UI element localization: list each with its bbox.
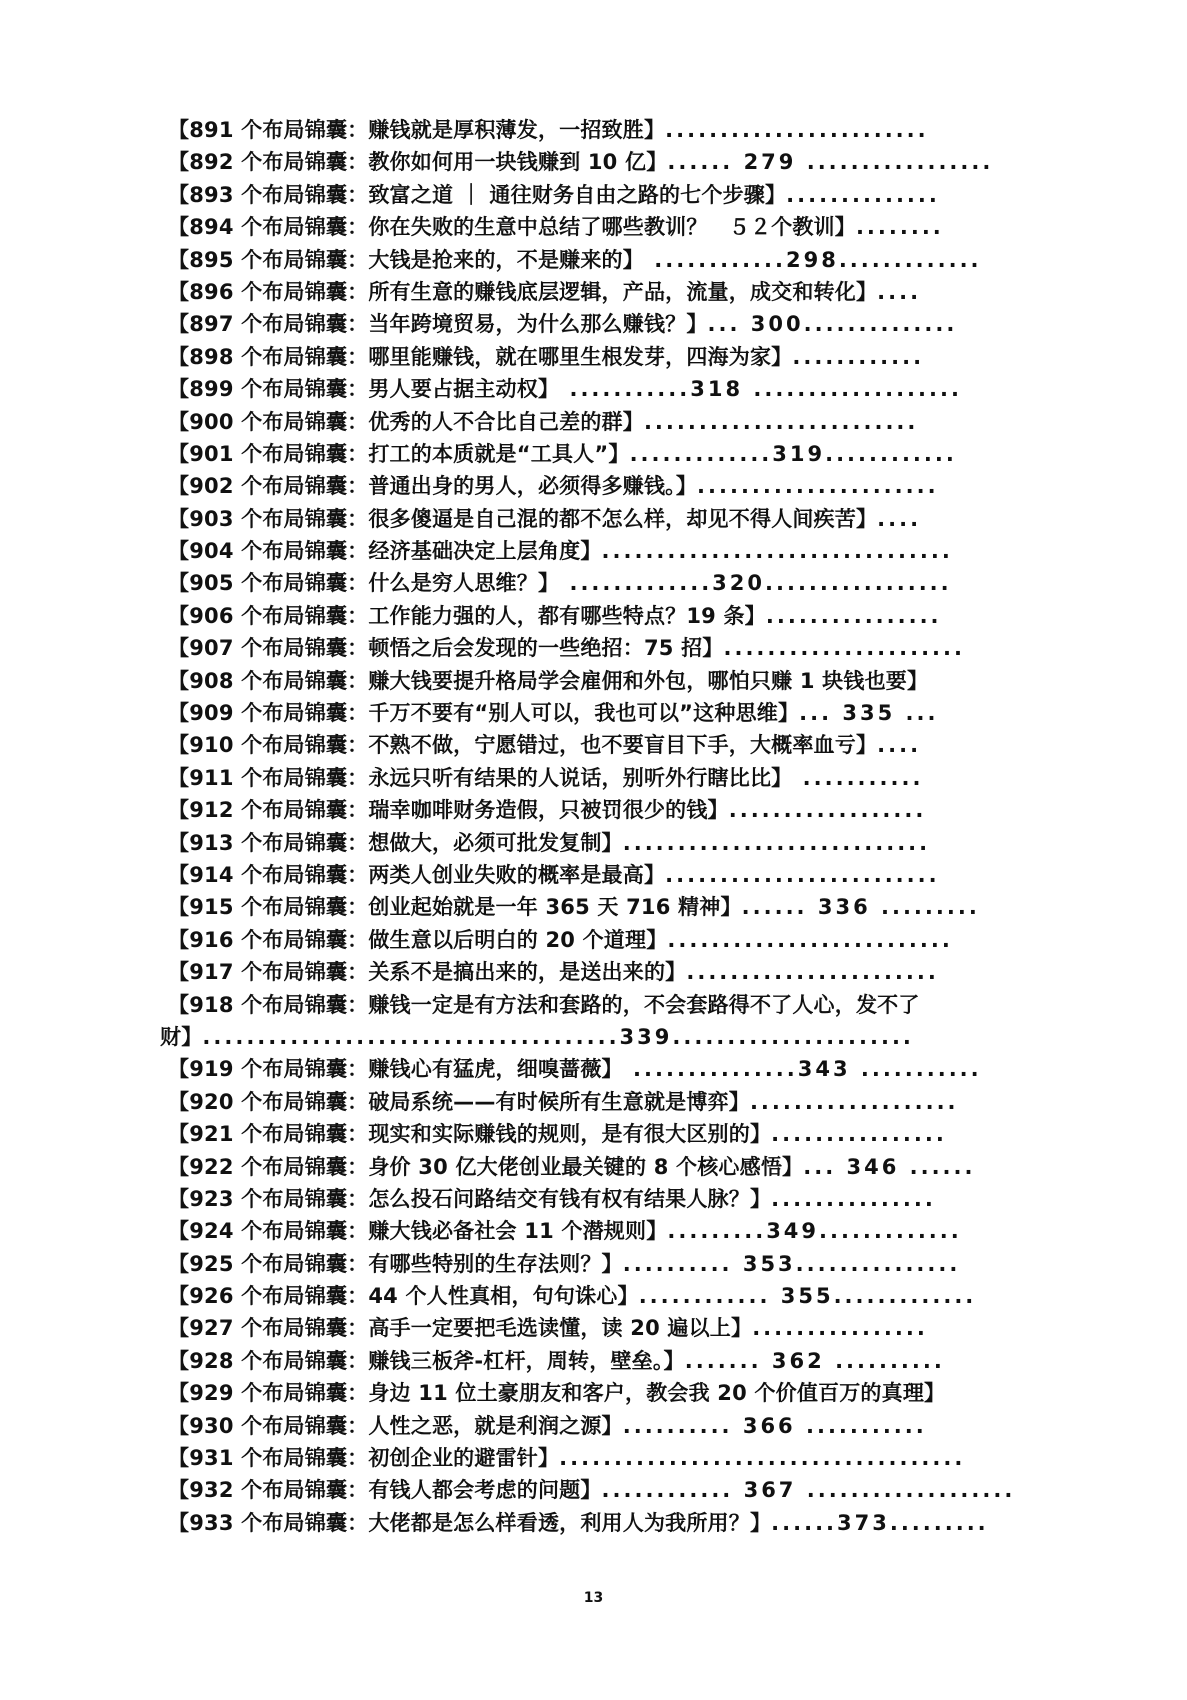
toc-entry — [168, 341, 1030, 373]
toc-entry-leader: ....................... — [686, 960, 939, 985]
toc-entry-title: 【910 个布局锦囊：不熟不做，宁愿错过，也不要盲目下手，大概率血亏】 — [168, 733, 878, 758]
toc-entry-title: 【913 个布局锦囊：想做大，必须可批发复制】 — [168, 830, 623, 855]
toc-entry-title: 【900 个布局锦囊：优秀的人不合比自己差的群】 — [168, 409, 644, 434]
toc-entry — [168, 179, 1030, 211]
toc-entry-leader: ...........318 ................... — [559, 377, 962, 402]
toc-entry — [168, 665, 1030, 697]
toc-entry-title: 【930 个布局锦囊：人性之恶，就是利润之源】 — [168, 1413, 623, 1438]
toc-entry-leader: ......................... — [643, 409, 919, 434]
toc-entry-leader: ......................... — [665, 862, 940, 887]
toc-entry-title: 【908 个布局锦囊：赚大钱要提升格局学会雇佣和外包，哪怕只赚 1 块钱也要】 — [168, 668, 929, 693]
toc-entry-title: 【927 个布局锦囊：高手一定要把毛选读懂，读 20 遍以上】 — [168, 1316, 753, 1341]
toc-entry-leader: ................ — [771, 1122, 947, 1147]
toc-entry-title: 【904 个布局锦囊：经济基础决定上层角度】 — [168, 539, 602, 564]
toc-entry-leader: ................................ — [601, 539, 953, 564]
toc-entry-title: 【921 个布局锦囊：现实和实际赚钱的规则，是有很大区别的】 — [168, 1122, 772, 1147]
toc-entry — [168, 438, 1030, 470]
toc-entry-leader: .............319............ — [629, 441, 957, 466]
toc-entry — [168, 211, 1030, 243]
toc-entry — [168, 989, 1030, 1021]
toc-entry-leader: ............298............. — [643, 247, 982, 272]
toc-entry — [168, 470, 1030, 502]
toc-entry-title: 【915 个布局锦囊：创业起始就是一年 365 天 716 精神】 — [168, 895, 742, 920]
toc-entry-title: 【892 个布局锦囊：教你如何用一块钱赚到 10 亿】 — [168, 150, 668, 175]
toc-entry — [168, 1410, 1030, 1442]
toc-entry — [168, 859, 1030, 891]
toc-entry — [168, 1118, 1030, 1150]
toc-entry-title: 【923 个布局锦囊：怎么投石问路结交有钱有权有结果人脉？】 — [168, 1186, 772, 1211]
toc-entry-leader: ...................... — [723, 636, 965, 661]
toc-entry — [168, 1507, 1030, 1539]
toc-entry — [168, 1377, 1030, 1409]
toc-entry-title: 【920 个布局锦囊：破局系统——有时候所有生意就是博弈】 — [168, 1089, 750, 1114]
toc-entry-leader: ...............343 ........... — [622, 1057, 982, 1082]
toc-entry-title: 【895 个布局锦囊：大钱是抢来的，不是赚来的】 — [168, 247, 644, 272]
toc-entry-title: 【897 个布局锦囊：当年跨境贸易，为什么那么赚钱？】 — [168, 312, 708, 337]
toc-entry — [168, 827, 1030, 859]
toc-entry-title: 【911 个布局锦囊：永远只听有结果的人说话，别听外行瞎比比】 — [168, 765, 793, 790]
toc-entry — [168, 891, 1030, 923]
toc-entry — [168, 276, 1030, 308]
toc-entry-leader: .................. — [728, 798, 927, 823]
toc-entry-leader: .............320................. — [559, 571, 952, 596]
toc-entry-title: 【933 个布局锦囊：大佬都是怎么样看透，利用人为我所用？】 — [168, 1510, 772, 1535]
toc-entry-leader: .... — [877, 279, 922, 304]
toc-entry-title: 【905 个布局锦囊：什么是穷人思维？】 — [168, 571, 560, 596]
toc-entry-leader: ............................ — [622, 830, 931, 855]
toc-entry — [168, 1053, 1030, 1085]
toc-entry-leader: ........ — [855, 215, 944, 240]
toc-entry — [168, 1345, 1030, 1377]
toc-entry-title: 【924 个布局锦囊：赚大钱必备社会 11 个潜规则】 — [168, 1219, 668, 1244]
toc-entry — [168, 1442, 1030, 1474]
toc-entry-title: 【919 个布局锦囊：赚钱心有猛虎，细嗅蔷薇】 — [168, 1057, 623, 1082]
toc-entry-leader: .......................... — [667, 927, 953, 952]
toc-entry-leader: .... — [877, 506, 922, 531]
toc-entry-leader: .........349............. — [667, 1219, 962, 1244]
toc-entry — [168, 535, 1030, 567]
toc-entry-leader: ........................ — [665, 118, 929, 142]
toc-entry-leader: ................ — [752, 1316, 928, 1341]
toc-entry-leader: ... 300.............. — [707, 312, 958, 337]
toc-entry-title: 【917 个布局锦囊：关系不是搞出来的，是送出来的】 — [168, 960, 687, 985]
toc-entry-leader: .......... 353............... — [622, 1251, 961, 1276]
toc-entry-leader: ............ 367 ................... — [601, 1478, 1016, 1503]
toc-entry-title: 【925 个布局锦囊：有哪些特别的生存法则？】 — [168, 1251, 623, 1276]
toc-entry-leader: ........... — [792, 765, 924, 790]
toc-entry-title: 【931 个布局锦囊：初创企业的避雷针】 — [168, 1446, 560, 1471]
toc-entry — [168, 503, 1030, 535]
toc-entry-leader: ....... 362 .......... — [684, 1348, 945, 1373]
toc-entry-leader: ... 335 ... — [799, 701, 939, 726]
toc-entry-title: 【896 个布局锦囊：所有生意的赚钱底层逻辑，产品，流量，成交和转化】 — [168, 279, 878, 304]
toc-entry-leader: ................ — [765, 603, 942, 628]
toc-entry — [168, 114, 1030, 146]
toc-entry-leader: ......373......... — [771, 1510, 989, 1535]
toc-entry-title: 【928 个布局锦囊：赚钱三板斧-杠杆，周转，壁垒。】 — [168, 1348, 685, 1373]
toc-entry-title: 【898 个布局锦囊：哪里能赚钱，就在哪里生根发芽，四海为家】 — [168, 344, 793, 369]
toc-entry-title: 财】 — [160, 1024, 203, 1049]
toc-entry-title: 【899 个布局锦囊：男人要占据主动权】 — [168, 377, 560, 402]
toc-entry — [168, 956, 1030, 988]
toc-entry-title: 【918 个布局锦囊：赚钱一定是有方法和套路的，不会套路得不了人心，发不了 — [168, 992, 920, 1017]
toc-entry-leader: .... — [877, 733, 922, 758]
toc-entry — [168, 308, 1030, 340]
toc-entry-title: 【916 个布局锦囊：做生意以后明白的 20 个道理】 — [168, 927, 668, 952]
toc-entry-leader: ......................................339...................... — [202, 1024, 914, 1049]
toc-entry — [168, 567, 1030, 599]
toc-entry-title: 【914 个布局锦囊：两类人创业失败的概率是最高】 — [168, 862, 666, 887]
toc-entry — [168, 1280, 1030, 1312]
toc-entry-title: 【907 个布局锦囊：顿悟之后会发现的一些绝招：75 招】 — [168, 636, 724, 661]
toc-entry — [168, 406, 1030, 438]
toc-entry — [168, 1474, 1030, 1506]
toc-entry-leader: .............. — [786, 182, 940, 207]
toc-entry-leader: ............ — [792, 344, 925, 369]
toc-entry-title: 【909 个布局锦囊：千万不要有“别人可以，我也可以”这种思维】 — [168, 701, 800, 726]
toc-entry-title: 【891 个布局锦囊：赚钱就是厚积薄发，一招致胜】 — [168, 118, 666, 142]
toc-entry-title: 【932 个布局锦囊：有钱人都会考虑的问题】 — [168, 1478, 602, 1503]
toc-entry — [168, 1215, 1030, 1247]
toc-entry-leader: ...... 279 ................. — [667, 150, 994, 175]
toc-entry — [168, 146, 1030, 178]
toc-entry — [168, 600, 1030, 632]
toc-entry-title: 【926 个布局锦囊：44 个人性真相，句句诛心】 — [168, 1284, 639, 1309]
toc-entry — [168, 697, 1030, 729]
toc-entry-leader: ...... 336 ......... — [741, 895, 980, 920]
toc-entry — [168, 244, 1030, 276]
toc-entry-leader: ... 346 ...... — [803, 1154, 976, 1179]
toc-entry-title: 【906 个布局锦囊：工作能力强的人，都有哪些特点？19 条】 — [168, 603, 766, 628]
toc-entry-title: 【912 个布局锦囊：瑞幸咖啡财务造假，只被罚很少的钱】 — [168, 798, 729, 823]
toc-entry — [168, 1248, 1030, 1280]
page-number: 13 — [583, 1590, 604, 1606]
toc-entry-title: 【903 个布局锦囊：很多傻逼是自己混的都不怎么样，却见不得人间疾苦】 — [168, 506, 878, 531]
toc-entry-leader: ................... — [749, 1089, 959, 1114]
toc-entry — [168, 794, 1030, 826]
toc-entry-title: 【922 个布局锦囊：身价 30 亿大佬创业最关键的 8 个核心感悟】 — [168, 1154, 804, 1179]
toc-entry — [160, 1021, 1030, 1053]
toc-entry — [168, 762, 1030, 794]
toc-entry-title: 【929 个布局锦囊：身边 11 位土豪朋友和客户，教会我 20 个价值百万的真理】 — [168, 1381, 946, 1406]
table-of-contents — [160, 114, 1030, 1539]
toc-entry-title: 【893 个布局锦囊：致富之道 ｜ 通往财务自由之路的七个步骤】 — [168, 182, 787, 207]
toc-entry — [168, 373, 1030, 405]
toc-entry — [168, 924, 1030, 956]
toc-entry — [168, 1151, 1030, 1183]
toc-entry — [168, 632, 1030, 664]
toc-entry-leader: ..................................... — [559, 1446, 966, 1471]
toc-entry-leader: .......... 366 ........... — [622, 1413, 927, 1438]
toc-entry — [168, 1312, 1030, 1344]
toc-entry-title: 【894 个布局锦囊：你在失败的生意中总结了哪些教训？ ５２个教训】 — [168, 215, 856, 240]
toc-entry-title: 【902 个布局锦囊：普通出身的男人，必须得多赚钱。】 — [168, 474, 698, 499]
toc-entry — [168, 729, 1030, 761]
toc-entry-title: 【901 个布局锦囊：打工的本质就是“工具人”】 — [168, 441, 630, 466]
toc-entry — [168, 1183, 1030, 1215]
toc-entry-leader: ............... — [771, 1186, 936, 1211]
toc-entry-leader: ............ 355............. — [638, 1284, 977, 1309]
toc-entry — [168, 1086, 1030, 1118]
toc-entry-leader: ...................... — [697, 474, 939, 499]
